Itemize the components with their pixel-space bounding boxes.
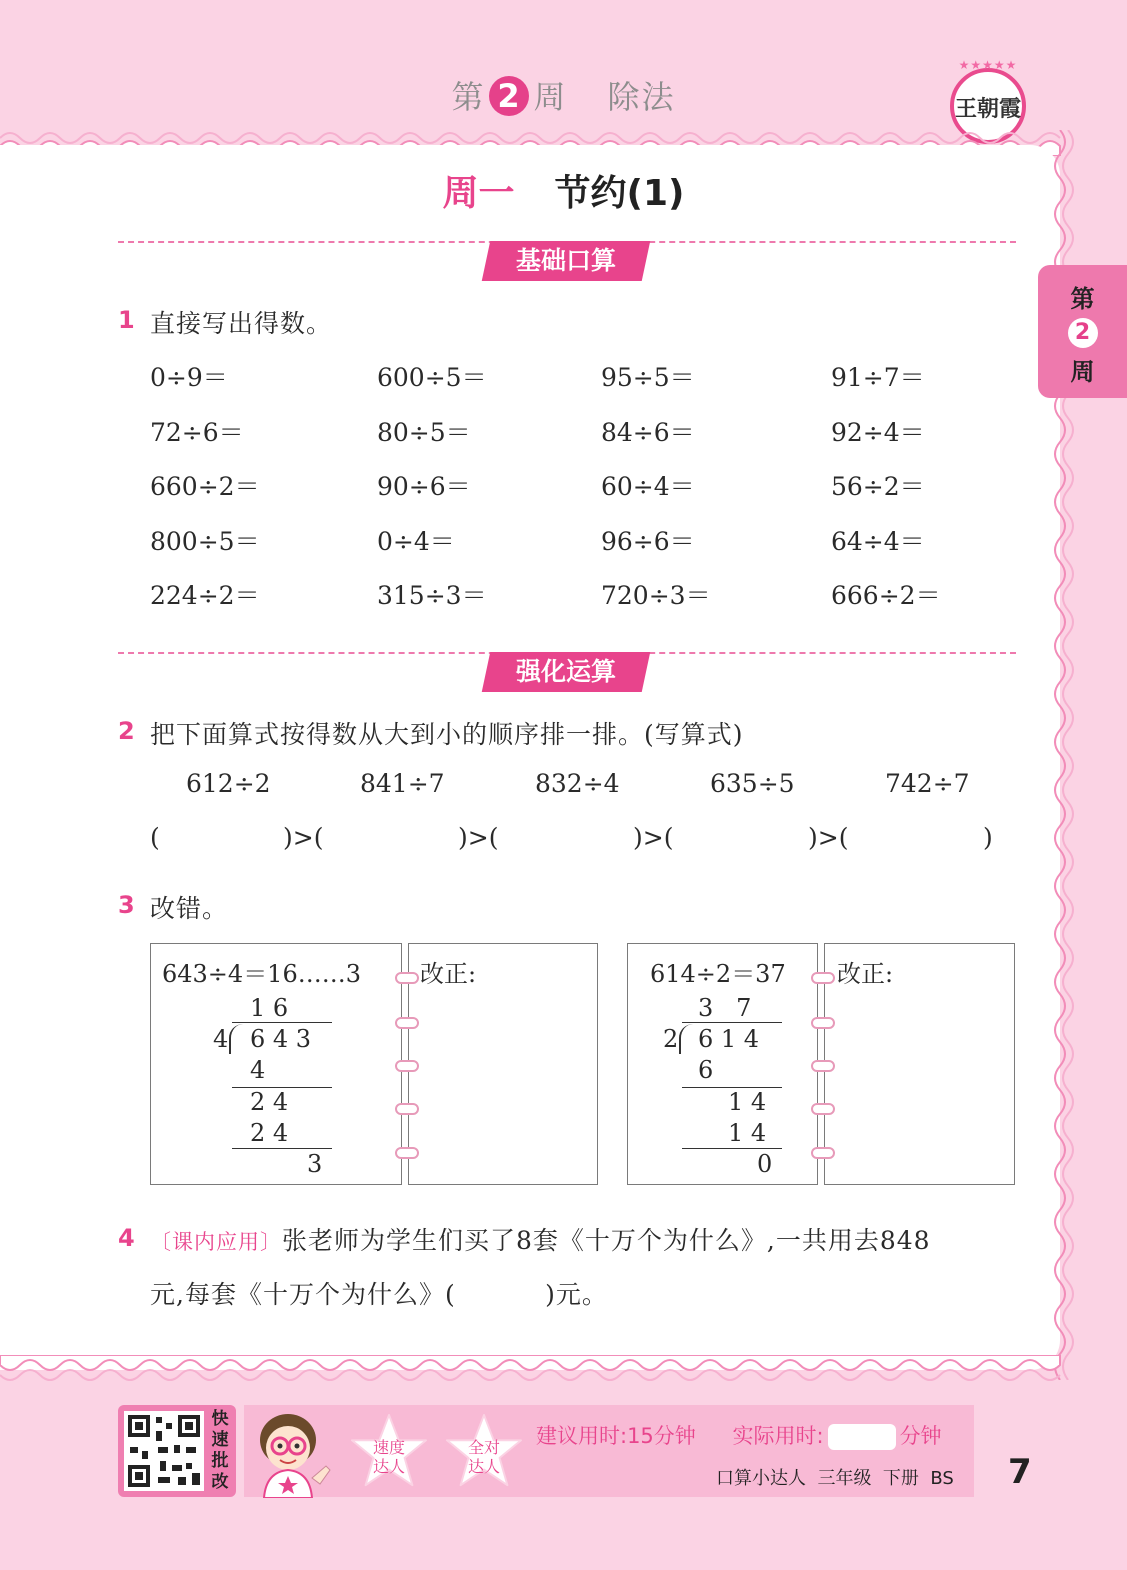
time-record <box>536 1420 942 1450</box>
long-division-divisor: 2 <box>663 1025 679 1053</box>
division-problem: 666÷2＝ <box>831 581 941 610</box>
book-info: 口算小达人 三年级 下册 BS <box>716 1468 954 1489</box>
binder-ring-icon <box>395 1017 419 1029</box>
division-problem: 90÷6＝ <box>377 472 471 501</box>
logo-text: 王朝霞 <box>954 96 1021 122</box>
ordering-bracket: )>( <box>283 823 324 852</box>
page-number: 7 <box>1008 1452 1032 1492</box>
section-banner-strengthen: 强化运算 <box>482 652 651 692</box>
lesson-name: 节约(1) <box>554 173 685 214</box>
long-division-quotient: 1 6 <box>250 994 289 1022</box>
question-text: 张老师为学生们买了8套《十万个为什么》,一共用去848 <box>282 1226 931 1255</box>
binder-ring-icon <box>811 1060 835 1072</box>
question-tag: 〔课内应用〕 <box>150 1230 282 1254</box>
division-step: 1 4 <box>728 1119 767 1147</box>
division-problem: 800÷5＝ <box>150 526 260 556</box>
binder-ring-icon <box>395 1060 419 1072</box>
question-number: 4 <box>118 1224 135 1252</box>
side-tab-number: 2 <box>1068 318 1098 348</box>
binder-ring-icon <box>811 1017 835 1029</box>
week-topic: 除法 <box>607 78 676 116</box>
division-problem: 600÷5＝ <box>377 363 487 392</box>
question-line-1 <box>150 1221 931 1257</box>
ordering-bracket: )>( <box>808 823 849 852</box>
week-side-tab <box>1038 265 1127 398</box>
lesson-title <box>0 165 1127 216</box>
division-problem: 660÷2＝ <box>150 472 260 501</box>
cartoon-student-icon <box>250 1406 340 1498</box>
binder-ring-icon <box>395 1147 419 1159</box>
week-suffix: 周 <box>533 78 568 116</box>
qr-code-icon[interactable] <box>124 1411 204 1491</box>
ordering-bracket: ( <box>150 823 160 852</box>
division-problem: 315÷3＝ <box>377 581 487 610</box>
division-problem: 72÷6＝ <box>150 417 244 447</box>
long-division-quotient: 3 7 <box>698 994 752 1022</box>
division-problem: 96÷6＝ <box>601 526 695 556</box>
side-tab-bottom: 周 <box>1070 358 1095 386</box>
binder-ring-icon <box>395 972 419 984</box>
binder-ring-icon <box>811 1147 835 1159</box>
division-bracket <box>679 1024 693 1054</box>
question-instruction: 直接写出得数。 <box>150 309 333 338</box>
ordering-bracket: )>( <box>633 823 674 852</box>
stars-icon: ★★★★★ <box>958 58 1018 72</box>
section-banner-basic: 基础口算 <box>482 241 651 281</box>
division-problem: 0÷4＝ <box>377 526 455 556</box>
long-division-dividend: 6 4 3 <box>250 1025 312 1053</box>
question-line-2[interactable]: 元,每套《十万个为什么》( )元。 <box>150 1280 608 1309</box>
division-bar <box>682 1022 782 1023</box>
expression-item: 832÷4 <box>535 769 620 798</box>
division-problem: 56÷2＝ <box>831 472 925 501</box>
question-number: 2 <box>118 717 135 745</box>
division-problem: 80÷5＝ <box>377 417 471 447</box>
division-problem: 91÷7＝ <box>831 363 925 392</box>
division-step: 6 <box>698 1056 714 1084</box>
division-step: 2 4 <box>250 1119 289 1147</box>
division-problem: 224÷2＝ <box>150 581 260 610</box>
expression-item: 742÷7 <box>885 769 970 798</box>
binder-ring-icon <box>395 1103 419 1115</box>
actual-time-input[interactable] <box>828 1424 896 1450</box>
division-step: 2 4 <box>250 1088 289 1116</box>
long-division-dividend: 6 1 4 <box>698 1025 760 1053</box>
ordering-bracket: ) <box>983 823 993 852</box>
qr-panel[interactable] <box>118 1405 236 1497</box>
actual-time-unit: 分钟 <box>899 1424 942 1448</box>
division-line <box>682 1148 782 1149</box>
correction-label: 改正: <box>420 960 477 988</box>
week-number-badge: 2 <box>489 76 529 116</box>
lesson-day: 周一 <box>442 173 515 214</box>
accuracy-badge: 全对 达人 <box>467 1438 500 1476</box>
division-problem: 95÷5＝ <box>601 363 695 392</box>
division-problem: 84÷6＝ <box>601 417 695 447</box>
division-problem: 720÷3＝ <box>601 581 711 610</box>
qr-label: 快 速 批 改 <box>211 1409 229 1492</box>
expression-item: 841÷7 <box>360 769 445 798</box>
binder-ring-icon <box>811 972 835 984</box>
expression-item: 635÷5 <box>710 769 795 798</box>
side-tab-top: 第 <box>1070 285 1095 313</box>
long-division-divisor: 4 <box>213 1025 229 1053</box>
division-problem: 0÷9＝ <box>150 363 228 392</box>
expression-item: 612÷2 <box>186 769 271 798</box>
speed-badge: 速度 达人 <box>372 1438 405 1476</box>
ordering-bracket: )>( <box>458 823 499 852</box>
division-step: 4 <box>250 1056 266 1084</box>
division-bar <box>232 1022 332 1023</box>
wrong-equation: 614÷2＝37 <box>650 960 786 988</box>
division-problem: 64÷4＝ <box>831 526 925 556</box>
question-instruction: 把下面算式按得数从大到小的顺序排一排。(写算式) <box>150 720 744 749</box>
actual-time-label: 实际用时: <box>732 1424 824 1448</box>
wrong-equation: 643÷4＝16……3 <box>162 960 361 988</box>
week-prefix: 第 <box>451 78 486 116</box>
division-step: 1 4 <box>728 1088 767 1116</box>
division-problem: 92÷4＝ <box>831 417 925 447</box>
division-bracket <box>229 1024 243 1054</box>
question-instruction: 改错。 <box>150 894 229 923</box>
division-line <box>232 1148 332 1149</box>
question-number: 3 <box>118 891 135 919</box>
question-number: 1 <box>118 306 135 334</box>
wavy-border-bottom <box>0 1355 1080 1387</box>
correction-label: 改正: <box>837 960 894 988</box>
division-problem: 60÷4＝ <box>601 472 695 501</box>
binder-ring-icon <box>811 1103 835 1115</box>
division-remainder: 3 <box>307 1150 323 1178</box>
suggested-time: 建议用时:15分钟 <box>536 1424 696 1448</box>
division-remainder: 0 <box>757 1150 773 1178</box>
